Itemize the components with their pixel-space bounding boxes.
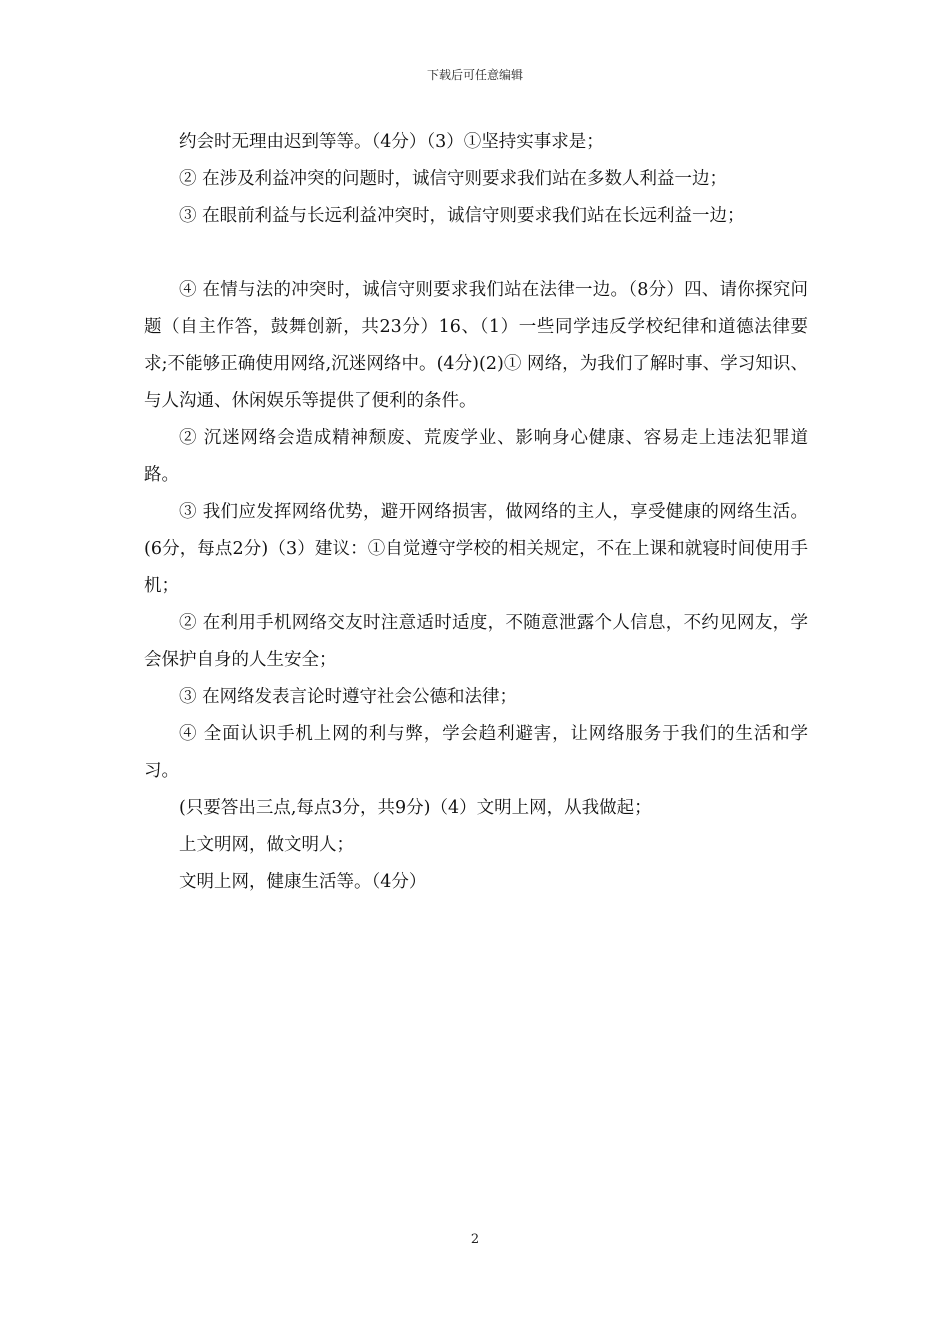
paragraph-3: ③ 在眼前利益与长远利益冲突时，诚信守则要求我们站在长远利益一边； xyxy=(179,206,745,226)
paragraph-2: ② 在涉及利益冲突的问题时，诚信守则要求我们站在多数人利益一边； xyxy=(179,169,728,189)
paragraph-8: ③ 在网络发表言论时遵守社会公德和法律； xyxy=(179,687,518,707)
paragraph-12: 文明上网，健康生活等。（4分） xyxy=(179,872,427,892)
paragraph-4: ④ 在情与法的冲突时，诚信守则要求我们站在法律一边。（8分）四、请你探究问题（自主作答，鼓舞创新，共23分）16、（1）一些同学违反学校纪律和道德法律要求;不能够正确使用网络,沉迷网络中。(4分)(2)① 网络，为我们了解时事、学习知识、与人沟通、休闲娱乐等提供了便利的条件。 xyxy=(144,280,808,411)
paragraph-7: ② 在利用手机网络交友时注意适时适度，不随意泄露个人信息，不约见网友，学会保护自身的人生安全； xyxy=(144,613,808,670)
paragraph-11: 上文明网，做文明人； xyxy=(179,835,354,855)
paragraph-1: 约会时无理由迟到等等。（4分）（3）①坚持实事求是； xyxy=(179,132,604,152)
page-number: 2 xyxy=(470,1232,480,1247)
document-body xyxy=(144,124,808,901)
paragraph-5: ② 沉迷网络会造成精神颓废、荒废学业、影响身心健康、容易走上违法犯罪道路。 xyxy=(144,428,808,485)
paragraph-6: ③ 我们应发挥网络优势，避开网络损害，做网络的主人，享受健康的网络生活。(6分，每点2分)（3）建议：①自觉遵守学校的相关规定，不在上课和就寝时间使用手机； xyxy=(144,502,808,596)
page-header-note: 下载后可任意编辑 xyxy=(426,68,523,82)
paragraph-9: ④ 全面认识手机上网的利与弊，学会趋利避害，让网络服务于我们的生活和学习。 xyxy=(144,724,808,781)
paragraph-10: (只要答出三点,每点3分，共9分)（4）文明上网，从我做起； xyxy=(179,798,652,818)
